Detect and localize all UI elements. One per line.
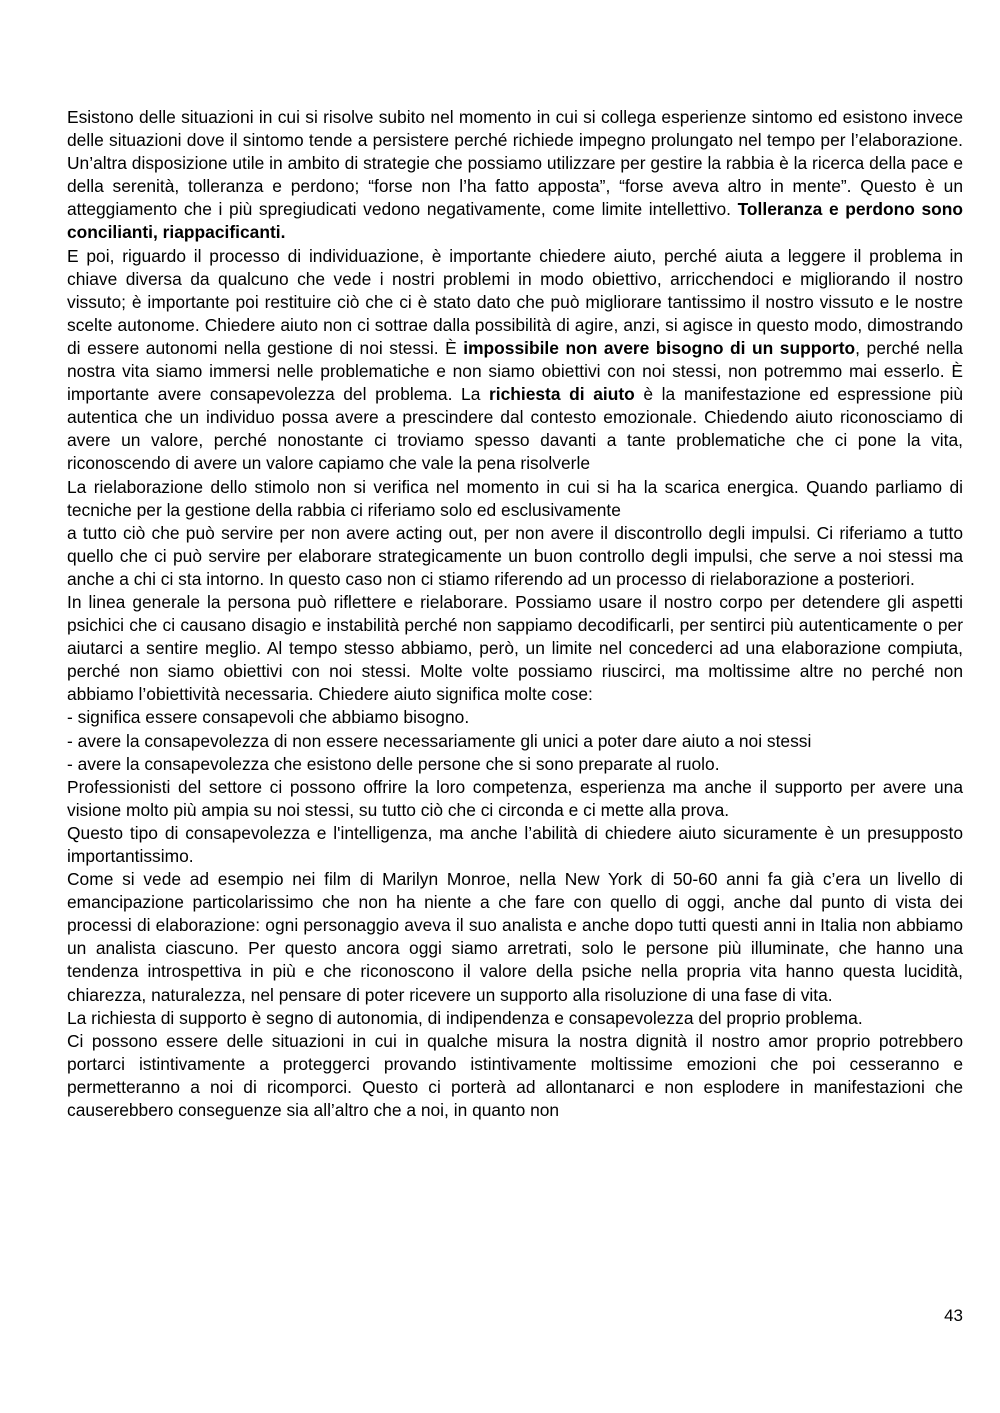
paragraph (67, 591, 963, 706)
paragraph (67, 106, 963, 245)
paragraph (67, 822, 963, 868)
paragraph (67, 730, 963, 753)
text-run: è la manifestazione ed espressione più autentica che un individuo possa avere a prescindere dal contesto emozionale. Chiedendo aiuto riconosciamo di avere un valore, perché nonostante ci troviamo spesso davanti a tante problematiche che ci pone la vita, riconoscendo di avere un valore capiamo che vale la pena risolverle (67, 384, 963, 474)
text-run: Questo tipo di consapevolezza e l'intelligenza, ma anche l’abilità di chiedere aiuto sicuramente è un presupposto importantissimo. (67, 822, 963, 866)
paragraph (67, 1030, 963, 1122)
paragraph (67, 245, 963, 476)
page-number: 43 (944, 1306, 963, 1325)
text-run: La richiesta di supporto è segno di autonomia, di indipendenza e consapevolezza del proprio problema. (67, 1007, 863, 1028)
paragraph (67, 868, 963, 1007)
text-run: , perché nella nostra vita siamo immersi nelle problematiche e non siamo obiettivi con noi stessi, non potremmo mai esserlo. È importante avere consapevolezza del problema. La (67, 337, 963, 405)
text-run: Ci possono essere delle situazioni in cui in qualche misura la nostra dignità il nostro amor proprio potrebbero portarci istintivamente a proteggerci provando istintivamente moltissime emozioni che poi cesseranno e permetteranno a noi di ricomporci. Questo ci porterà ad allontanarci e non esplodere in manifestazioni che causerebbero conseguenze sia all’altro che a noi, in quanto non (67, 1030, 963, 1121)
paragraph (67, 522, 963, 591)
paragraph (67, 706, 963, 729)
bold-text: Tolleranza e perdono sono concilianti, riappacificanti. (67, 199, 963, 243)
text-run: E poi, riguardo il processo di individuazione, è importante chiedere aiuto, perché aiuta a leggere il problema in chiave diversa da qualcuno che vede i nostri problemi in modo obiettivo, arricchendoci e migliorando il nostro vissuto; è importante poi restituire ciò che ci è stato dato che può migliorare tantissimo il nostro vissuto e le nostre scelte autonome. Chiedere aiuto non ci sottrae dalla possibilità di agire, anzi, si agisce in questo modo, dimostrando di essere autonomi nella gestione di noi stessi. È (67, 245, 963, 358)
paragraph (67, 776, 963, 822)
text-run: - significa essere consapevoli che abbiamo bisogno. (67, 707, 470, 728)
bold-text: richiesta di aiuto (488, 384, 635, 405)
paragraph (67, 1007, 963, 1030)
body-text (67, 106, 963, 1122)
text-run: - avere la consapevolezza che esistono delle persone che si sono preparate al ruolo. (67, 753, 720, 774)
text-run: In linea generale la persona può riflettere e rielaborare. Possiamo usare il nostro corpo per detendere gli aspetti psichici che ci causano disagio e instabilità perché non sappiamo decodificarli, per sentirci più autenticamente o per aiutarci a sentire meglio. Al tempo stesso abbiamo, però, un limite nel concederci ad una elaborazione compiuta, perché non siamo obiettivi con noi stessi. Molte volte possiamo riuscirci, ma moltissime altre no perché non abbiamo l’obiettività necessaria. Chiedere aiuto significa molte cose: (67, 591, 963, 705)
bold-text: impossibile non avere bisogno di un supporto (463, 337, 856, 358)
text-run: Professionisti del settore ci possono offrire la loro competenza, esperienza ma anche il supporto per avere una visione molto più ampia su noi stessi, su tutto ciò che ci circonda e ci mette alla prova. (67, 776, 963, 820)
text-run: Come si vede ad esempio nei film di Marilyn Monroe, nella New York di 50-60 anni fa già c’era un livello di emancipazione particolarissimo che non ha niente a che fare con quello di oggi, anche dal punto di vista dei processi di elaborazione: ogni personaggio aveva il suo analista e anche dopo tutti questi anni in Italia non abbiamo un analista ciascuno. Per questo ancora oggi siamo arretrati, solo le persone più illuminate, che hanno una tendenza introspettiva in più e che riconoscono il valore della psiche nella propria vita hanno questa lucidità, chiarezza, naturalezza, nel pensare di poter ricevere un supporto alla risoluzione di una fase di vita. (67, 869, 963, 1005)
paragraph (67, 476, 963, 522)
text-run: Esistono delle situazioni in cui si risolve subito nel momento in cui si collega esperienze sintomo ed esistono invece delle situazioni dove il sintomo tende a persistere perché richiede impegno prolungato nel tempo per l’elaborazione. Un’altra disposizione utile in ambito di strategie che possiamo utilizzare per gestire la rabbia è la ricerca della pace e della serenità, tolleranza e perdono; “forse non l’ha fatto apposta”, “forse aveva altro in mente”. Questo è un atteggiamento che i più spregiudicati vedono negativamente, come limite intellettivo. (67, 107, 963, 220)
text-run: - avere la consapevolezza di non essere necessariamente gli unici a poter dare aiuto a noi stessi (67, 730, 812, 751)
paragraph (67, 753, 963, 776)
text-run: La rielaborazione dello stimolo non si verifica nel momento in cui si ha la scarica energica. Quando parliamo di tecniche per la gestione della rabbia ci riferiamo solo ed esclusivamente (67, 476, 963, 520)
text-run: a tutto ciò che può servire per non avere acting out, per non avere il discontrollo degli impulsi. Ci riferiamo a tutto quello che ci può servire per elaborare strategicamente un buon controllo degli impulsi, che serve a noi stessi ma anche a chi ci sta intorno. In questo caso non ci stiamo riferendo ad un processo di rielaborazione a posteriori. (67, 522, 963, 589)
